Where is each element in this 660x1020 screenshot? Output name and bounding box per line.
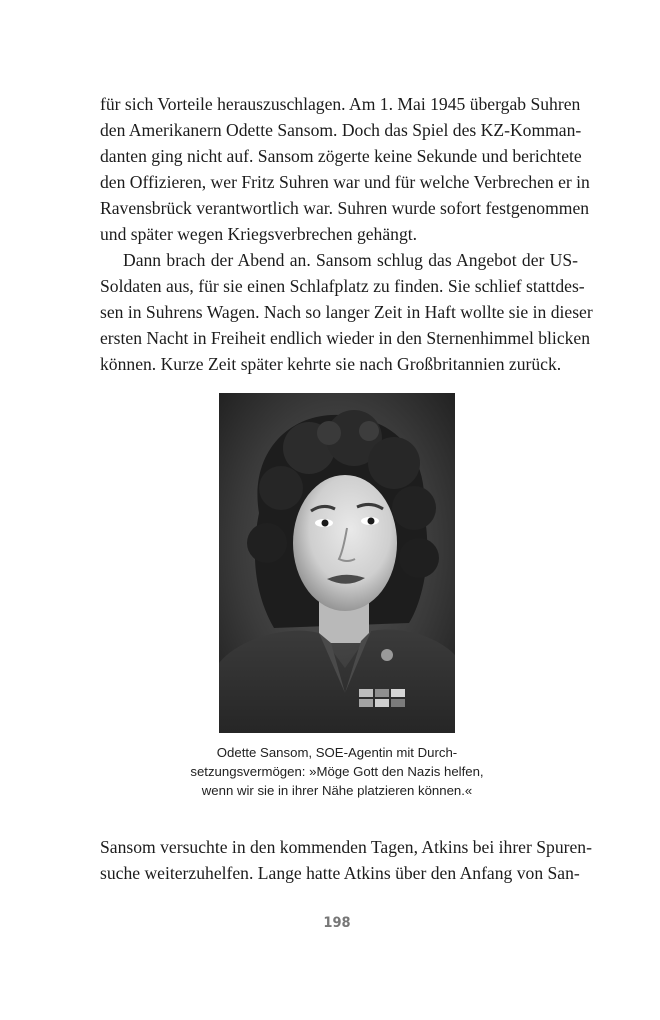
body-text-line: danten ging nicht auf. Sansom zögerte keine Sekunde und berichtete (100, 146, 582, 166)
page-number: 198 (323, 915, 351, 931)
portrait-photo (219, 393, 455, 733)
figure-caption-line: setzungsvermögen: »Möge Gott den Nazis helfen, (190, 764, 484, 779)
body-text-line: den Offizieren, wer Fritz Suhren war und für welche Verbrechen er in (100, 172, 590, 192)
body-text-line: suche weiterzuhelfen. Lange hatte Atkins über den Anfang von San- (100, 863, 580, 883)
body-text-line: den Amerikanern Odette Sansom. Doch das Spiel des KZ-Komman- (100, 120, 582, 140)
figure-caption-line: Odette Sansom, SOE-Agentin mit Durch- (216, 745, 458, 760)
figure-caption-line: wenn wir sie in ihrer Nähe platzieren können.« (201, 783, 473, 798)
body-text-line: ersten Nacht in Freiheit endlich wieder in den Sternenhimmel blicken (100, 328, 591, 348)
body-text-line: Ravensbrück verantwortlich war. Suhren wurde sofort festgenommen (100, 198, 590, 218)
body-text-line: für sich Vorteile herauszuschlagen. Am 1. Mai 1945 übergab Suhren (100, 94, 581, 114)
body-text-line: sen in Suhrens Wagen. Nach so langer Zeit in Haft wollte sie in dieser (100, 302, 593, 322)
body-text-line: Dann brach der Abend an. Sansom schlug das Angebot der US- (123, 250, 578, 270)
body-text-line: Sansom versuchte in den kommenden Tagen, Atkins bei ihrer Spuren- (100, 837, 592, 857)
body-text-line: und später wegen Kriegsverbrechen gehängt. (100, 224, 418, 244)
body-text-line: können. Kurze Zeit später kehrte sie nach Großbritannien zurück. (100, 354, 562, 374)
body-text-line: Soldaten aus, für sie einen Schlafplatz zu finden. Sie schlief stattdes- (100, 276, 585, 296)
